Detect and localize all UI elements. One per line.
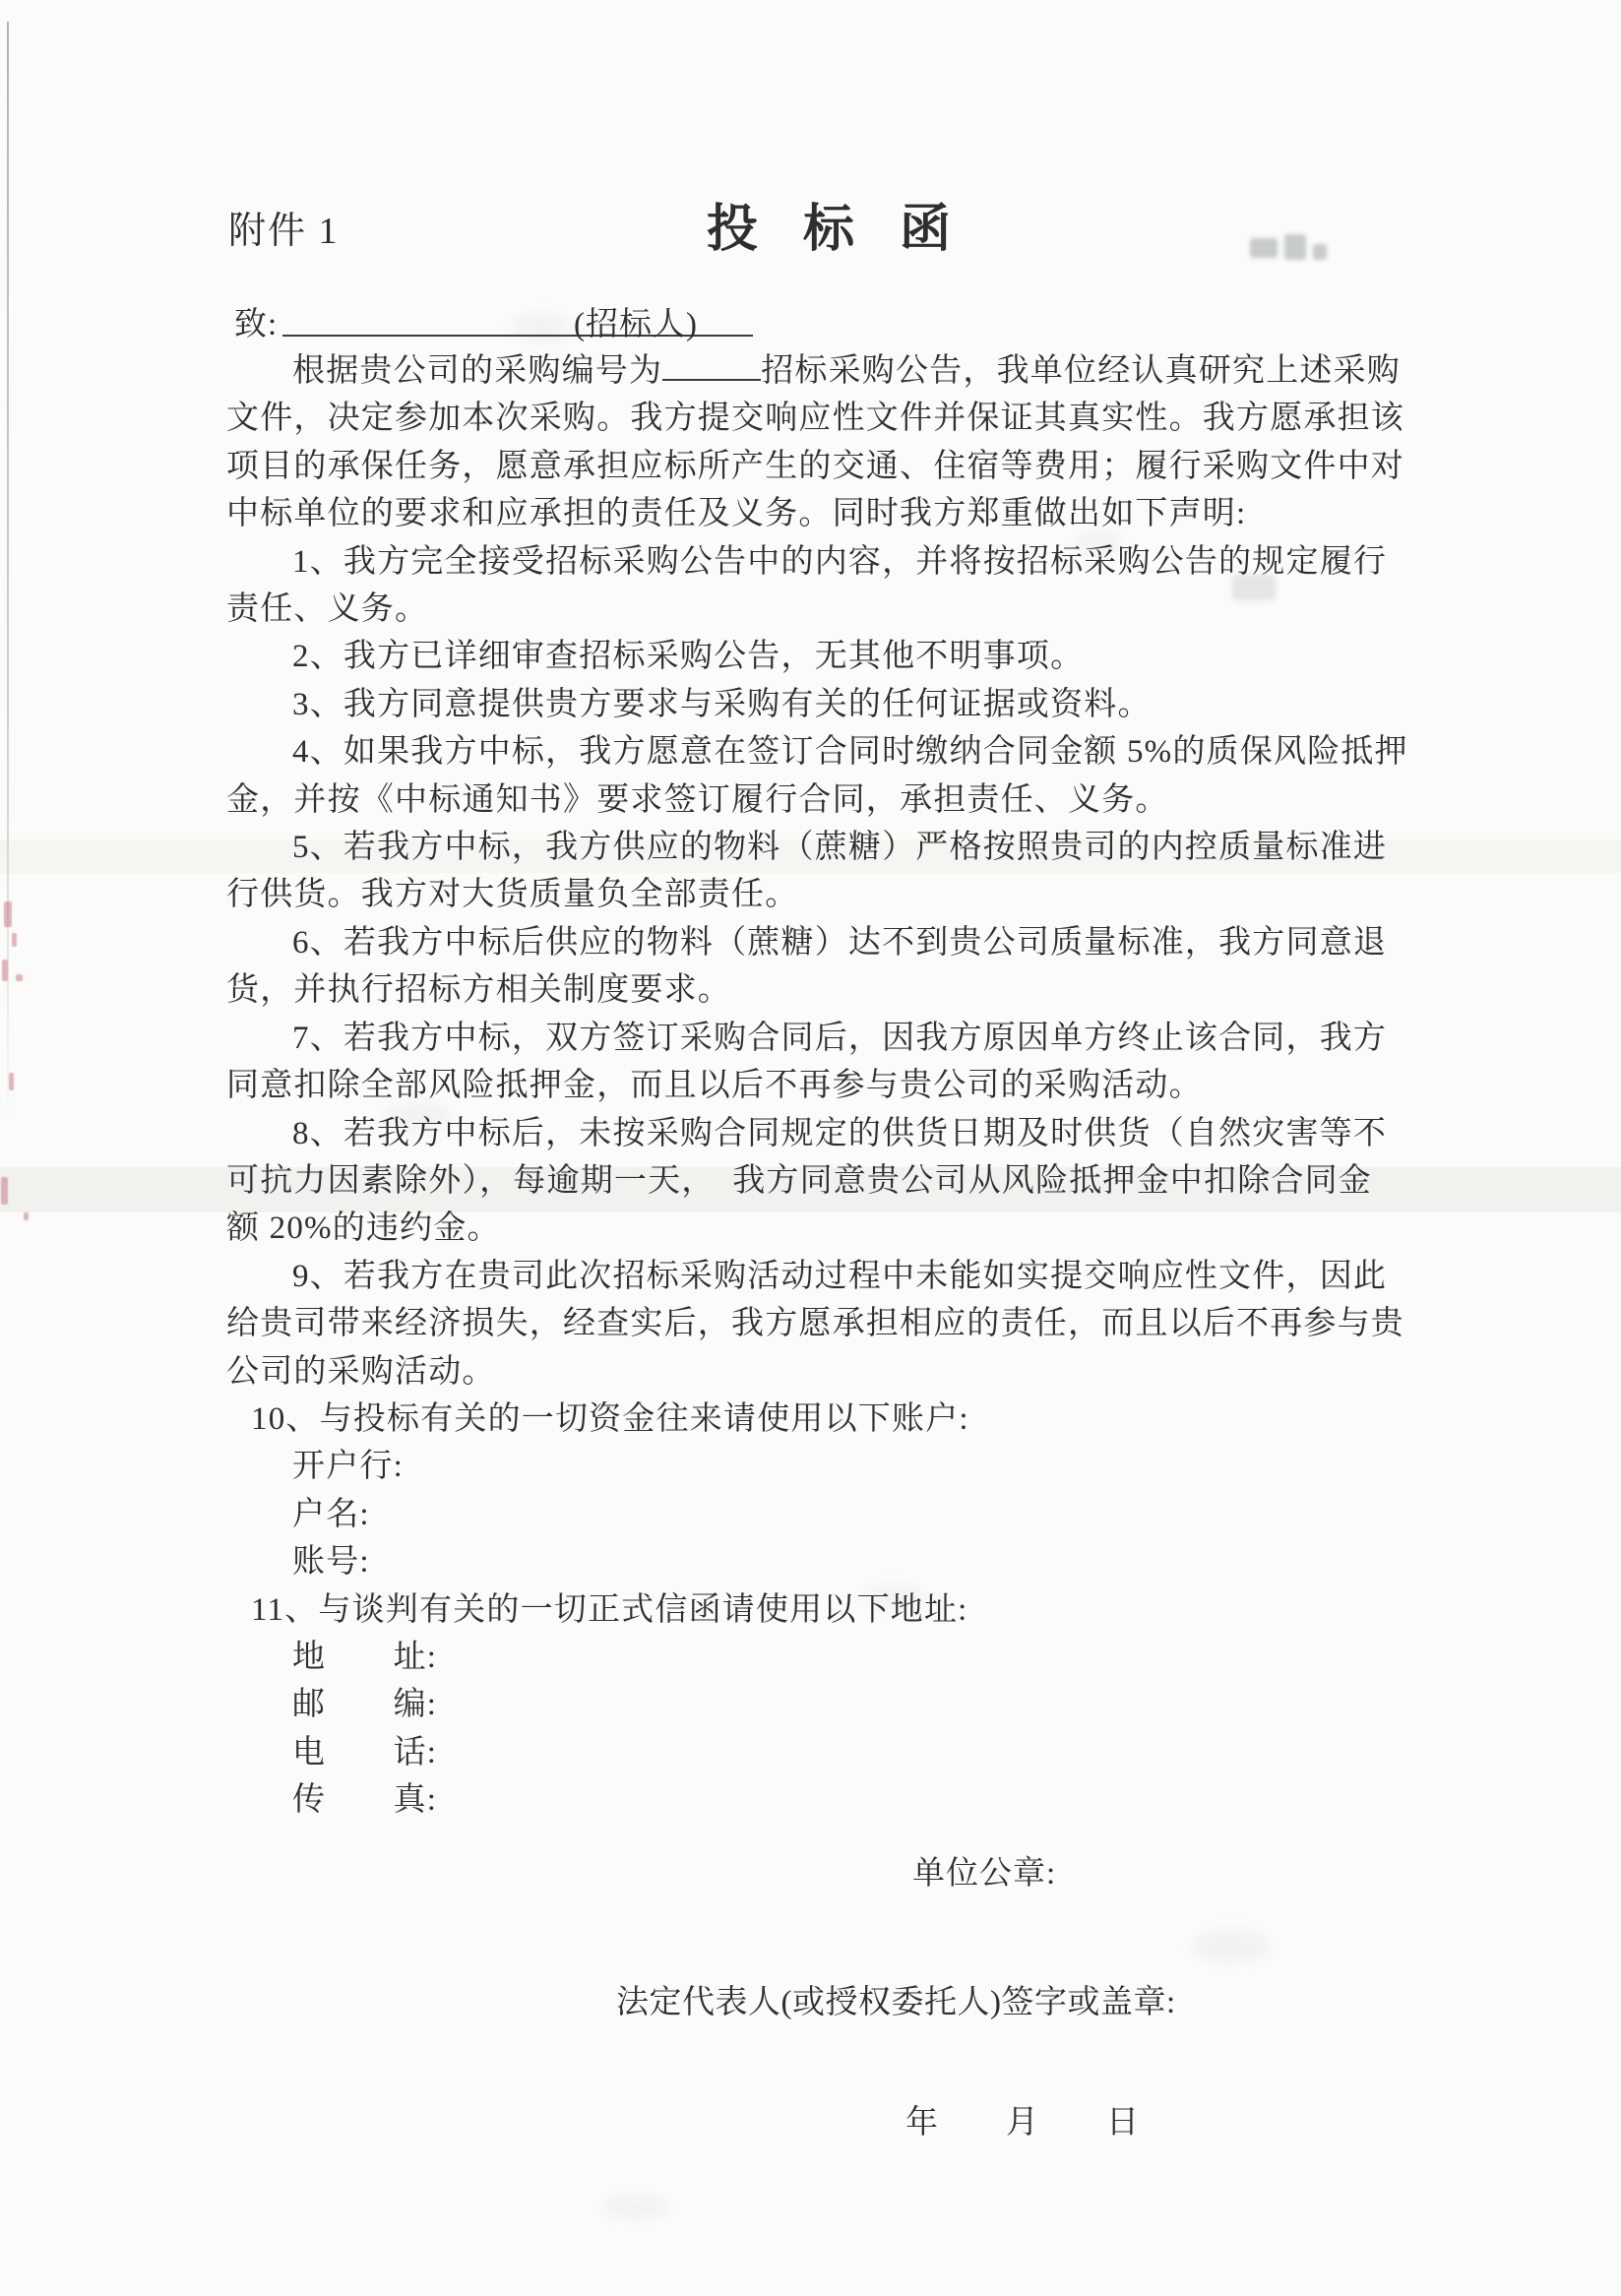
body-line: 中标单位的要求和应承担的责任及义务。同时我方郑重做出如下声明: <box>226 496 1247 532</box>
body-line: 4、如果我方中标，我方愿意在签订合同时缴纳合同金额 5%的质保风险抵押 <box>292 734 1408 771</box>
salutation-note: (招标人) <box>574 307 698 342</box>
pink-smudge-artifact <box>1 1177 8 1205</box>
body-line: 传 真: <box>292 1782 438 1819</box>
body-line: 货，并执行招标方相关制度要求。 <box>226 972 731 1009</box>
pink-smudge-artifact <box>9 1073 14 1090</box>
ink-bleed-ghost-artifact <box>1313 244 1327 260</box>
pink-smudge-artifact <box>24 1212 29 1220</box>
body-line: 电 话: <box>292 1734 438 1770</box>
body-line: 开户行: <box>292 1449 404 1485</box>
body-line: 11、与谈判有关的一切正式信函请使用以下地址: <box>251 1591 968 1628</box>
body-line: 2、我方已详细审查招标采购公告，无其他不明事项。 <box>292 639 1085 675</box>
body-line: 3、我方同意提供贵方要求与采购有关的任何证据或资料。 <box>292 686 1152 722</box>
body-line: 额 20%的违约金。 <box>226 1210 501 1247</box>
legal-representative-signature-label: 法定代表人(或授权委托人)签字或盖章: <box>616 1985 1176 2020</box>
body-line: 地 址: <box>292 1639 438 1675</box>
body-line: 公司的采购活动。 <box>226 1353 496 1390</box>
pink-smudge-artifact <box>4 901 12 927</box>
body-line: 账号: <box>292 1544 370 1581</box>
body-line: 7、若我方中标，双方签订采购合同后，因我方原因单方终止该合同，我方 <box>292 1020 1388 1056</box>
body-line: 6、若我方中标后供应的物料（蔗糖）达不到贵公司质量标准，我方同意退 <box>292 924 1388 961</box>
ink-bleed-ghost-artifact <box>1250 238 1278 258</box>
body-line: 邮 编: <box>292 1687 438 1723</box>
body-line: 金，并按《中标通知书》要求签订履行合同，承担责任、义务。 <box>226 781 1169 818</box>
body-line: 行供货。我方对大货质量负全部责任。 <box>226 877 799 913</box>
paper-blotch <box>1191 1929 1270 1963</box>
body-line: 责任、义务。 <box>226 591 429 628</box>
pink-smudge-artifact <box>2 960 8 981</box>
blank-underline <box>662 379 761 381</box>
body-line: 1、我方完全接受招标采购公告中的内容，并将按招标采购公告的规定履行 <box>292 543 1388 580</box>
body-line: 9、若我方在贵司此次招标采购活动过程中未能如实提交响应性文件，因此 <box>292 1258 1388 1294</box>
body-line: 户名: <box>292 1496 370 1532</box>
body-line: 根据贵公司的采购编号为 招标采购公告，我单位经认真研究上述采购 <box>292 353 1402 389</box>
body-line: 给贵司带来经济损失，经查实后，我方愿承担相应的责任，而且以后不再参与贵 <box>226 1306 1404 1342</box>
body-line: 项目的承保任务，愿意承担应标所产生的交通、住宿等费用；履行采购文件中对 <box>226 448 1404 484</box>
salutation-prefix: 致: <box>234 307 279 342</box>
body-line: 10、与投标有关的一切资金往来请使用以下账户: <box>251 1400 969 1437</box>
attachment-label: 附件 1 <box>228 211 340 252</box>
body-line: 8、若我方中标后，未按采购合同规定的供货日期及时供货（自然灾害等不 <box>292 1115 1388 1151</box>
paper-blotch <box>600 2195 669 2219</box>
body-line: 同意扣除全部风险抵押金，而且以后不再参与贵公司的采购活动。 <box>226 1068 1203 1104</box>
document-title: 投标函 <box>707 202 997 258</box>
ink-bleed-ghost-artifact <box>1284 234 1306 260</box>
body-line: 文件，决定参加本次采购。我方提交响应性文件并保证其真实性。我方愿承担该 <box>226 401 1404 437</box>
body-line: 5、若我方中标，我方供应的物料（蔗糖）严格按照贵司的内控质量标准进 <box>292 830 1388 866</box>
date-line-label: 年 月 日 <box>905 2105 1140 2141</box>
company-seal-label: 单位公章: <box>912 1856 1057 1892</box>
body-line: 可抗力因素除外），每逾期一天， 我方同意贵公司从风险抵押金中扣除合同金 <box>226 1162 1372 1199</box>
body-text <box>226 347 1427 1825</box>
pink-smudge-artifact <box>16 974 23 981</box>
salutation-blank-underline <box>282 297 753 342</box>
pink-smudge-artifact <box>12 933 17 947</box>
